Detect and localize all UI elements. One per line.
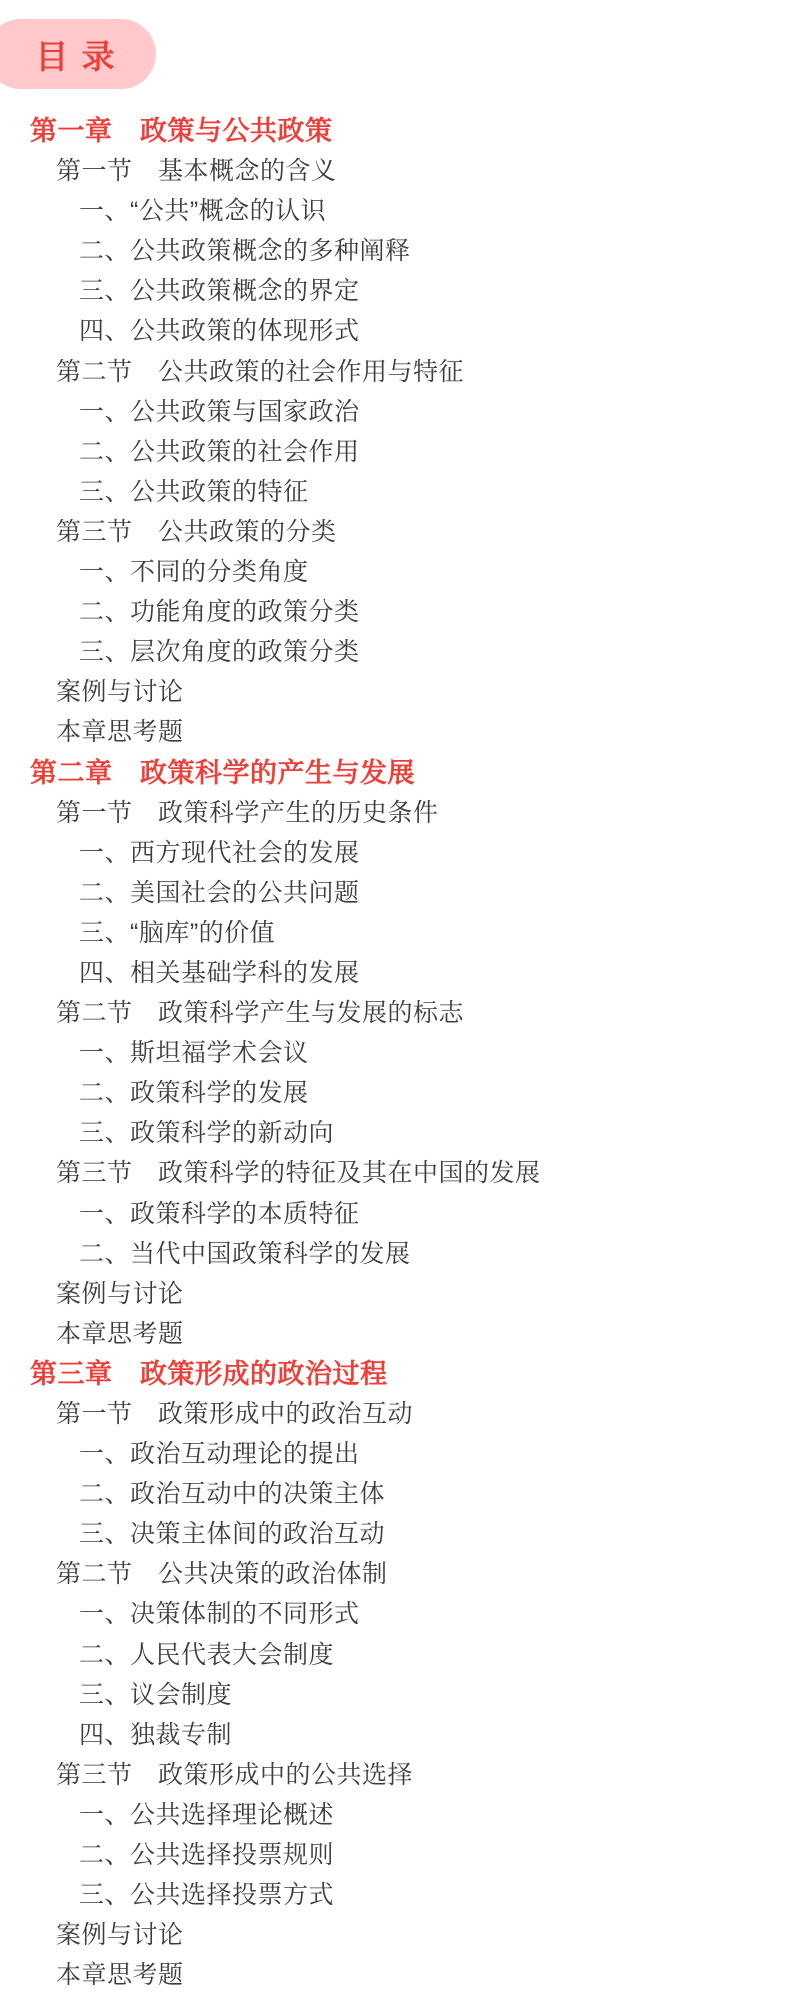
toc-entry-item[interactable]: 一、政策科学的本质特征 xyxy=(79,1199,360,1228)
toc-entry-item[interactable]: 三、层次角度的政策分类 xyxy=(79,638,360,667)
toc-entry-item[interactable]: 二、公共政策概念的多种阐释 xyxy=(79,237,411,266)
toc-entry-section[interactable]: 第二节 公共政策的社会作用与特征 xyxy=(56,357,465,386)
toc-entry-section[interactable]: 第一节 政策科学产生的历史条件 xyxy=(56,798,439,827)
toc-entry-item[interactable]: 一、公共选择理论概述 xyxy=(79,1800,335,1829)
toc-entry-item[interactable]: 三、“脑库”的价值 xyxy=(79,918,276,947)
toc-entry-extra[interactable]: 本章思考题 xyxy=(56,718,184,747)
toc-entry-section[interactable]: 第一节 政策形成中的政治互动 xyxy=(56,1400,414,1428)
toc-entry-chapter[interactable]: 第一章 政策与公共政策 xyxy=(30,116,333,146)
toc-entry-item[interactable]: 三、公共政策概念的界定 xyxy=(79,277,360,306)
toc-entry-item[interactable]: 四、相关基础学科的发展 xyxy=(79,958,360,987)
toc-entry-item[interactable]: 三、公共选择投票方式 xyxy=(79,1881,335,1910)
toc-entry-item[interactable]: 二、人民代表大会制度 xyxy=(79,1640,335,1669)
toc-entry-chapter[interactable]: 第二章 政策科学的产生与发展 xyxy=(30,757,415,788)
toc-entry-item[interactable]: 四、独裁专制 xyxy=(79,1720,233,1749)
toc-entry-item[interactable]: 四、公共政策的体现形式 xyxy=(79,317,360,346)
toc-entry-item[interactable]: 一、“公共”概念的认识 xyxy=(79,197,327,226)
toc-entry-item[interactable]: 一、西方现代社会的发展 xyxy=(79,838,360,867)
toc-entry-item[interactable]: 一、政治互动理论的提出 xyxy=(79,1440,360,1469)
toc-entry-section[interactable]: 第二节 政策科学产生与发展的标志 xyxy=(56,999,465,1028)
toc-entry-item[interactable]: 二、公共选择投票规则 xyxy=(79,1841,335,1870)
page-title: 目 录 xyxy=(35,37,117,75)
toc-entry-item[interactable]: 二、当代中国政策科学的发展 xyxy=(79,1239,411,1268)
toc-entry-item[interactable]: 三、公共政策的特征 xyxy=(79,477,309,506)
toc-entry-item[interactable]: 一、公共政策与国家政治 xyxy=(79,397,360,426)
toc-entry-item[interactable]: 二、政策科学的发展 xyxy=(79,1079,309,1108)
toc-entry-item[interactable]: 二、政治互动中的决策主体 xyxy=(79,1480,386,1509)
toc-entry-item[interactable]: 一、决策体制的不同形式 xyxy=(79,1600,360,1629)
toc-entry-extra[interactable]: 案例与讨论 xyxy=(56,1921,184,1950)
toc-entry-extra[interactable]: 本章思考题 xyxy=(56,1961,184,1990)
toc-header-pill xyxy=(0,19,156,89)
toc-entry-extra[interactable]: 案例与讨论 xyxy=(56,1279,184,1308)
toc-entry-section[interactable]: 第二节 公共决策的政治体制 xyxy=(56,1560,388,1589)
toc-entry-item[interactable]: 二、美国社会的公共问题 xyxy=(79,878,360,907)
toc-list xyxy=(0,111,790,1995)
toc-entry-item[interactable]: 二、公共政策的社会作用 xyxy=(79,437,360,466)
toc-entry-item[interactable]: 三、政策科学的新动向 xyxy=(79,1119,335,1148)
toc-entry-section[interactable]: 第三节 政策科学的特征及其在中国的发展 xyxy=(56,1159,541,1188)
toc-entry-section[interactable]: 第三节 政策形成中的公共选择 xyxy=(56,1760,414,1789)
toc-entry-section[interactable]: 第一节 基本概念的含义 xyxy=(56,157,337,186)
toc-entry-item[interactable]: 一、不同的分类角度 xyxy=(79,558,309,587)
toc-entry-item[interactable]: 三、议会制度 xyxy=(79,1680,233,1709)
toc-entry-chapter[interactable]: 第三章 政策形成的政治过程 xyxy=(30,1358,388,1389)
toc-entry-section[interactable]: 第三节 公共政策的分类 xyxy=(56,517,337,546)
toc-entry-item[interactable]: 三、决策主体间的政治互动 xyxy=(79,1520,386,1549)
toc-entry-extra[interactable]: 本章思考题 xyxy=(56,1319,184,1348)
toc-entry-item[interactable]: 二、功能角度的政策分类 xyxy=(79,598,360,627)
toc-entry-extra[interactable]: 案例与讨论 xyxy=(56,678,184,707)
toc-entry-item[interactable]: 一、斯坦福学术会议 xyxy=(79,1039,309,1068)
